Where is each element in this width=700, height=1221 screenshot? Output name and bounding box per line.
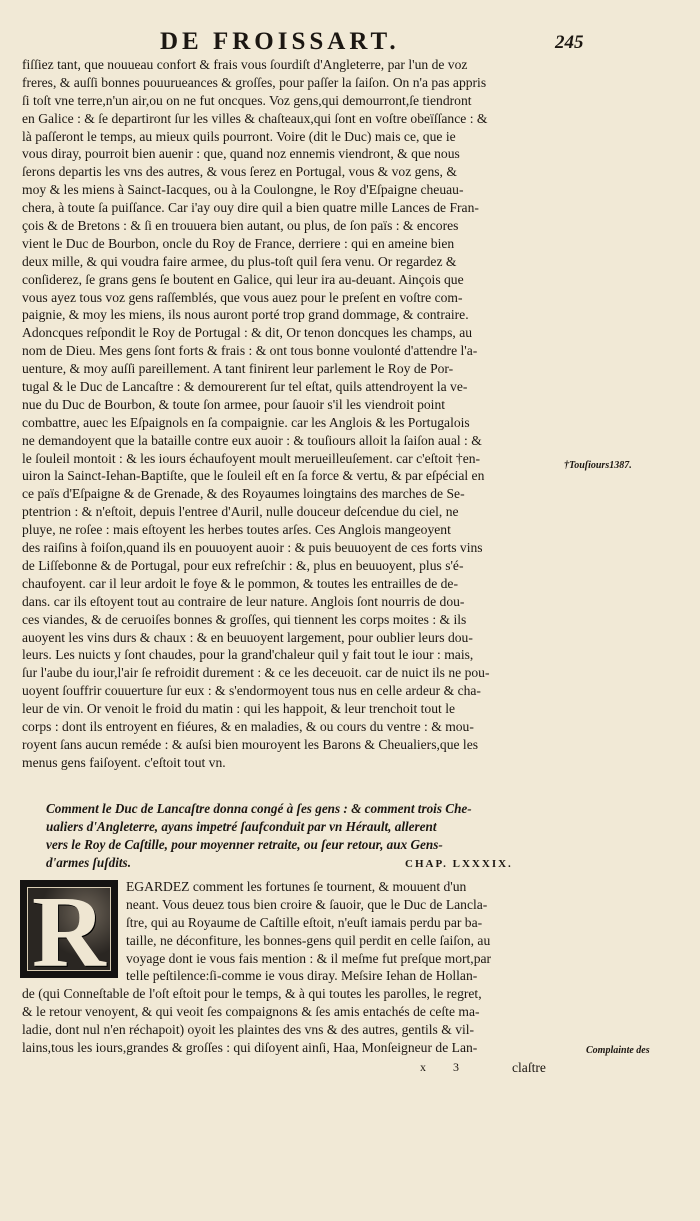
text-line: EGARDEZ comment les fortunes ſe tournent, & mouuent d'un (126, 879, 467, 894)
text-line: nue du Duc de Bourbon, & toute ſon armee, pour ſauoir s'il les viendroit point (22, 396, 446, 412)
text-line: fiſſiez tant, que nouueau confort & frais vous ſourdiſt d'Angleterre, par l'un de voz (22, 57, 468, 72)
text-line: moy & les miens à Sainct-Iacques, ou à la Coulongne, le Roy d'Eſpaigne cheuau- (22, 182, 464, 198)
text-line: leurs. Les nuicts y ſont chaudes, pour la grand'chaleur quil y fait tout le iour : mais, (22, 647, 474, 663)
text-line: de Liſſebonne & de Portugal, pour eux refreſchir : &, plus en beuuoyent, plus s'é- (22, 557, 464, 573)
text-line: ſerons departis les vns des autres, & vous ſerez en Portugal, vous & voz gens, & (22, 164, 457, 180)
margin-note: Complainte des (586, 1045, 650, 1056)
text-line: telle peſtilence:ſi-comme ie vous diray. Meſsire Iehan de Hollan- (126, 968, 478, 984)
text-line: vous ayez tous voz gens raſſemblés, que vous auez pour le preſent en voſtre com- (22, 289, 463, 305)
text-line: nom de Dieu. Mes gens ſont forts & frais : & ont tous bonne voulonté d'attendre l'a- (22, 343, 478, 359)
text-line: tugal & le Duc de Lancaſtre : & demourerent ſur tel eſtat, quils attendroyent la ve- (22, 379, 468, 395)
text-line: deux mille, & qui voudra faire armee, du plus-toſt quil ſera venu. Or regardez & (22, 253, 457, 269)
text-line: ladie, dont nul n'en réchapoit) oyoit les plaintes des vns & des autres, gentils & vil- (22, 1021, 475, 1037)
text-line: ptentrion : & n'eſtoit, depuis l'entree d'Auril, nulle douceur deſcendue du ciel, ne (22, 504, 459, 520)
text-line: ſi toſt vne terre,n'un air,ou on ne fut oncques. Voz gens,qui demourront,ſe tiendront (22, 92, 472, 108)
chapter-heading-line: vers le Roy de Caſtille, pour moyenner retraite, ou ſeur retour, aux Gens- (46, 837, 443, 852)
text-line: royent ſans aucun reméde : & auſsi bien mouroyent les Barons & Cheualiers,que les (22, 736, 479, 752)
text-line: leur de vin. Or venoit le froid du matin : qui les happoit, & leur trenchoit tout le (22, 701, 456, 717)
page-title: DE FROISSART. (160, 28, 400, 55)
text-line: lains,tous les iours,grandes & groſſes : qui diſoyent ainſi, Haa, Monſeigneur de Lan- (22, 1039, 478, 1055)
text-line: chaufoyent. car il leur ardoit le foye & le pommon, & toutes les entrailles de de- (22, 575, 458, 591)
margin-note: †Touſiours1387. (564, 460, 632, 471)
text-line: là paſſeront le temps, au mieux quils pourront. Voire (dit le Duc) mais ce, que ie (22, 128, 456, 144)
text-line: vient le Duc de Bourbon, oncle du Roy de France, derriere : qui en ameine bien (22, 235, 455, 251)
text-line: voyage dont ie vous fais mention : & il meſme fut preſque mort,par (126, 950, 492, 966)
text-line: neant. Vous deuez tous bien croire & ſauoir, que le Duc de Lancla- (126, 896, 488, 912)
text-line: dans. car ils eſtoyent tout au contraire de leur nature. Anglois ſont nourris de dou- (22, 593, 465, 609)
text-line: pluye, ne roſee : mais eſtoyent les herbes toutes arſes. Ces Anglois mangeoyent (22, 522, 451, 538)
main-text-block (22, 56, 562, 772)
decorated-initial (20, 876, 118, 989)
text-line: combattre, auec les Eſpaignols en ſa compaignie. car les Anglois & les Portugalois (22, 414, 470, 430)
page-number: 245 (555, 32, 584, 53)
text-line: auoyent les vins durs & chaux : & en beuuoyent largement, pour oublier leurs dou- (22, 629, 473, 645)
text-line: uoyent ſouffrir couuerture ſur eux : & s'endormoyent tous nus en celle ardeur & cha- (22, 683, 481, 699)
text-line: ſtre, qui au Royaume de Caſtille eſtoit, n'euſt iamais perdu par ba- (126, 914, 483, 930)
text-line: uiron la Sainct-Iehan-Baptiſte, que le ſouleil eſt en ſa force & vertu, & par eſpécial en (22, 468, 485, 484)
text-line: le ſouleil montoit : & les iours échaufoyent moult merueilleuſement. car c'eſtoit †en- (22, 450, 481, 466)
running-head (0, 28, 700, 56)
text-line: en Galice : & ſe departiront ſur les villes & chaſteaux,qui ſont en voſtre obeïſſance : & (22, 110, 488, 126)
indented-paragraph (126, 878, 558, 985)
text-line: des raiſins à foiſon,quand ils en pouuoyent auoir : & puis beuuoyent de ces forts vins (22, 540, 483, 556)
text-line: de (qui Conneſtable de l'oſt eſtoit pour le temps, & à qui toutes les parolles, le regret, (22, 986, 482, 1001)
text-line: Adoncques reſpondit le Roy de Portugal : & dit, Or tenon doncques les champs, au (22, 325, 473, 341)
chapter-heading-line: Comment le Duc de Lancaſtre donna congé à ſes gens : & comment trois Che- (46, 801, 472, 816)
text-line: vous diray, pourroit bien auenir : que, quand noz ennemis viendront, & que nous (22, 146, 460, 162)
text-line: çois & de Bretons : & ſi en trouuera bien autant, ou plus, de ſon païs : & encores (22, 218, 459, 234)
chapter-heading-line: ualiers d'Angleterre, ayans impetré ſaufconduit par vn Hérault, allerent (46, 819, 437, 834)
catchword: claſtre (512, 1060, 546, 1075)
text-line: freres, & auſſi bonnes pouurueances & groſſes, pour paſſer la ſaiſon. On n'a pas appris (22, 74, 487, 90)
text-line: chera, à toute ſa puiſſance. Car i'ay ouy dire quil a bien quatre mille Lances de Fran- (22, 200, 479, 216)
text-line: ſur l'aube du iour,l'air ſe refroidit durement : & ce les deceuoit. car de nuict ils ne pou- (22, 665, 490, 681)
text-line: taille, ne déconfiture, les bonnes-gens quil perdit en celle ſaiſon, au (126, 932, 491, 948)
text-line: ce païs d'Eſpaigne & de Grenade, & des Royaumes loingtains des marches de Se- (22, 486, 465, 502)
paragraph-continuation (22, 985, 562, 1057)
signature-mark: x 3 (420, 1060, 471, 1074)
text-line: corps : dont ils entroyent en fiéures, & en maladies, & ou cours du ventre : & mou- (22, 718, 474, 734)
text-line: ne demandoyent que la bataille contre eux auoir : & touſiours alloit la ſaiſon aual : & (22, 432, 482, 448)
text-line: menus gens faiſoyent. c'eſtoit tout vn. (22, 754, 226, 770)
initial-letter: R (32, 876, 106, 989)
text-line: & le retour venoyent, & qui veoit ſes compaignons & ſes amis entachés de ceſte ma- (22, 1003, 480, 1019)
chapter-heading-line: d'armes ſuſdits. (46, 855, 131, 870)
text-line: uenture, & moy auſſi pareillement. A tant finirent leur parlement le Roy de Por- (22, 361, 454, 377)
text-line: conſiderez, ſe grans gens ſe boutent en Galice, qui leur ira au-deuant. Ainçois que (22, 271, 464, 287)
text-line: ces viandes, & de ceruoiſes bonnes & groſſes, qui tiennent les corps moites : & ils (22, 611, 467, 627)
text-line: paignie, & moy les miens, ils nous auront porté trop grand dommage, & contraire. (22, 307, 469, 323)
chapter-number: CHAP. LXXXIX. (405, 858, 513, 870)
